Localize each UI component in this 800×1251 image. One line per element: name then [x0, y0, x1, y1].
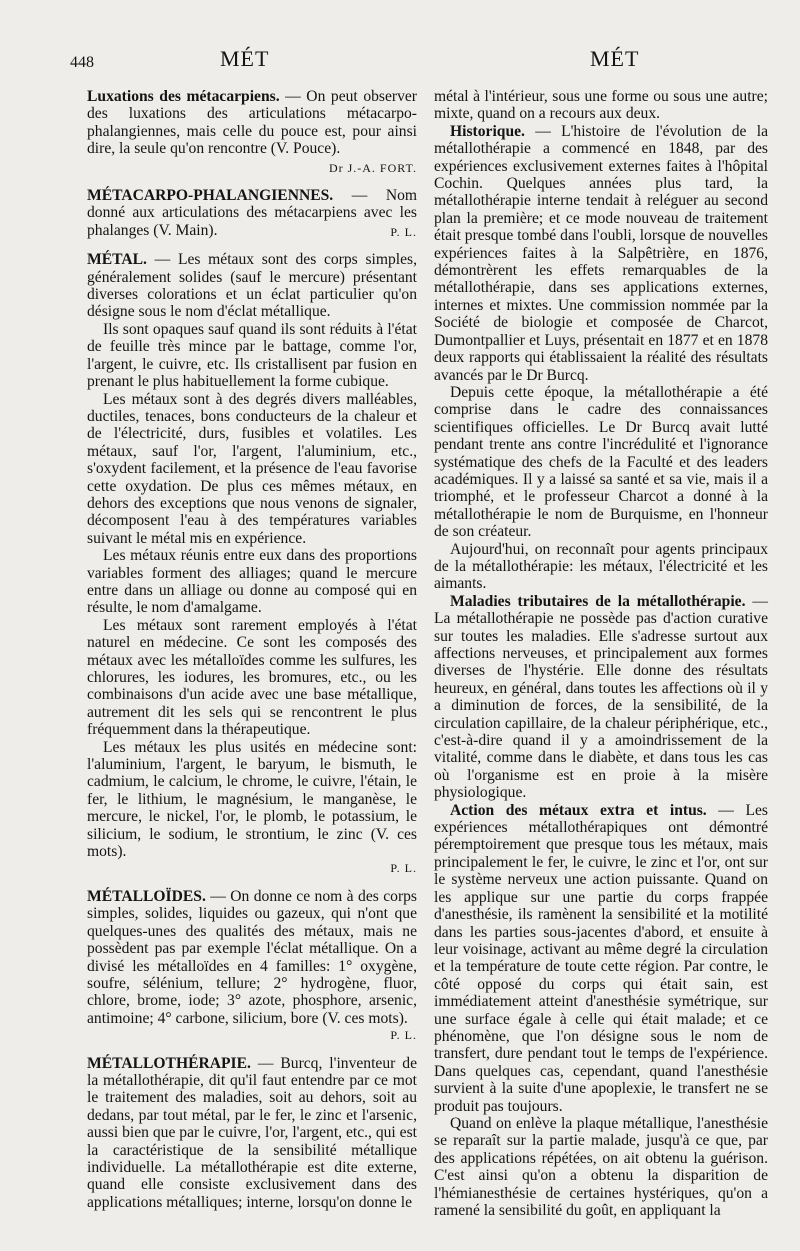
section-heading: Action des métaux extra et intus.: [450, 801, 707, 819]
paragraph: Les métaux réunis entre eux dans des proportions variables forment des alliages; quand le mercure entre dans un alliage ou donne au composé qui en résulte, le nom d'amalgame.: [87, 547, 417, 617]
paragraph: Quand on enlève la plaque métallique, l'anesthésie se reparaît sur la partie malade, jusqu'à ce que, par des applications répétées, on ait obtenu la guérison. C'est ainsi qu'on a obtenu la disparition de l'hémianesthésie de certaines hystériques, qu'on a ramené la sensibilité du goût, en appliquant la: [434, 1114, 768, 1219]
entry-luxations: [87, 88, 417, 177]
right-column: [434, 88, 768, 1219]
entry-text: — On peut observer des luxations des articulations métacarpo-phalangiennes, mais celle du pouce est, pour ainsi dire, la seule qu'on rencontre (V. Pouce).: [87, 88, 418, 158]
section-historique: [434, 123, 768, 384]
paragraph: Ils sont opaques sauf quand ils sont réduits à l'état de feuille très mince par le battage, comme l'or, l'argent, le cuivre, etc. Ils cristallisent par fusion en prenant le plus habituellement la forme cubique.: [87, 320, 417, 391]
section-text: — L'histoire de l'évolution de la métallothérapie a commencé en 1848, par des expériences exclusivement externes faites à l'hôpital Cochin. Quelques années plus tard, la métallothérapie interne tendait à reléguer au second plan la première; et ce mode nouveau de traitement était presque tombé dans l'oubli, lorsque de nouvelles expériences faites à la Salpêtrière, en 1876, démontrèrent les effets remarquables de la métallothérapie, dans ses applications externes, internes et mixtes. Une commission nommée par la Société de biologie et composée de Charcot, Dumontpallier et Luys, présentait en 1877 et en 1878 deux rapports qui établissaient la réalité des résultats avancés par le Dr Burcq.: [434, 122, 768, 384]
entry-metallotherapie: [87, 1055, 417, 1212]
entry-headword: MÉTALLOÏDES.: [87, 887, 206, 905]
entry-headword: Luxations des métacarpiens.: [87, 88, 280, 105]
author-signature: P. L.: [390, 861, 417, 876]
author-signature: P. L.: [390, 1028, 417, 1043]
paragraph: Depuis cette époque, la métallothérapie a été comprise dans le cadre des connaissances scientifiques officielles. Le Dr Burcq avait lutté pendant trente ans contre l'incrédulité et l'ignorance systématique des chefs de la Faculté et des leaders académiques. Il y a laissé sa santé et sa vie, mais il a triomphé, et le professeur Charcot a donné à la métallothérapie le nom de Burquisme, en l'honneur de son créateur.: [434, 383, 768, 541]
entry-text: — On donne ce nom à des corps simples, solides, liquides ou gazeux, qui n'ont que quelques-unes des qualités des métaux, mais ne possèdent pas par exemple l'éclat métallique. On a divisé les métalloïdes en 4 familles: 1° oxygène, soufre, sélénium, tellure; 2° hydrogène, fluor, chlore, brome, iode; 3° azote, phosphore, arsenic, antimoine; 4° carbone, silicium, bore (V. ces mots).: [87, 887, 417, 1027]
author-signature: Dr J.-A. FORT.: [328, 160, 417, 175]
section-maladies: [434, 593, 768, 802]
author-signature: P. L.: [390, 224, 417, 239]
page-number: 448: [70, 54, 94, 71]
section-text: — La métallothérapie ne possède pas d'action curative sur toutes les maladies. Elle s'adresse surtout aux affections nerveuses, et principalement aux formes diverses de l'hystérie. Elle donne des résultats heureux, en général, dans toutes les affections où il y a diminution de forces, de la sensibilité, de la circulation capillaire, de la chaleur périphérique, etc., c'est-à-dire quand il y a amoindrissement de la vitalité, comme dans le diabète, et dans tous les cas où l'organisme est en proie à la misère physiologique.: [434, 592, 768, 802]
entry-metal: [87, 251, 417, 878]
paragraph: Les métaux les plus usités en médecine sont: l'aluminium, l'argent, le baryum, le bismuth, le cadmium, le calcium, le chrome, le cuivre, l'étain, le fer, le lithium, le magnésium, le manganèse, le mercure, le nickel, l'or, le plomb, le potassium, le silicium, le sodium, le strontium, le zinc (V. ces mots).: [87, 738, 417, 861]
entry-text: — Burcq, l'inventeur de la métallothérapie, dit qu'il faut entendre par ce mot le traitement des maladies, soit au dehors, soit au dedans, par tout métal, par le fer, le zinc et l'arsenic, aussi bien que par le cuivre, l'or, l'argent, etc., qui est la caractéristique de la sensibilité métallique individuelle. La métallothérapie est dite externe, quand elle consiste exclusivement dans des applications métalliques; interne, lorsqu'on donne le: [87, 1054, 417, 1211]
paragraph: Les métaux sont rarement employés à l'état naturel en médecine. Ce sont les composés des métaux avec les métalloïdes comme les sulfures, les chlorures, les iodures, les bromures, etc., ou les combinaisons d'un acide avec une base métallique, autrement dit les sels qui se rencontrent le plus fréquemment dans la thérapeutique.: [87, 616, 417, 739]
entry-headword: MÉTALLOTHÉRAPIE.: [87, 1054, 251, 1072]
paragraph: Les métaux sont à des degrés divers malléables, ductiles, tenaces, bons conducteurs de la chaleur et de l'électricité, durs, fusibles et volatiles. Les métaux, sauf l'or, l'argent, l'aluminium, etc., s'oxydent facilement, et la présence de l'eau favorise cette oxydation. De plus ces mêmes métaux, en dehors des exceptions que nous venons de signaler, décomposent l'eau à des températures variables suivant le métal mis en expérience.: [87, 390, 417, 547]
running-head-left: MÉT: [220, 46, 270, 71]
entry-text: — Les métaux sont des corps simples, généralement solides (sauf le mercure) présentant diverses colorations et un éclat particulier qu'on désigne sous le nom d'éclat métallique.: [87, 251, 417, 321]
paragraph-continued: métal à l'intérieur, sous une forme ou sous une autre; mixte, quand on a recours aux deux.: [434, 88, 768, 123]
section-text: — Les expériences métallothérapiques ont démontré péremptoirement que presque tous les métaux, mais principalement le fer, le cuivre, le zinc et l'or, ont sur le système nerveux une action puissante. Quand on les applique sur une partie du corps frappée d'anesthésie, ils ramènent la sensibilité et la motilité dans les parties sous-jacentes d'abord, et ensuite à leur voisinage, activant au même degré la circulation et la température de toute cette région. Par contre, le côté opposé du corps qui était sain, est immédiatement atteint d'anesthésie symétrique, sur une surface égale à celle qui était malade; et ce phénomène, que l'on désigne sous le nom de transfert, dure pendant tout le temps de l'expérience. Dans quelques cas, cependant, quand l'anesthésie survient à la suite d'une apoplexie, le transfert ne se produit pas toujours.: [434, 801, 768, 1115]
section-heading: Historique.: [450, 122, 525, 140]
entry-metalloides: [87, 888, 417, 1045]
entry-headword: MÉTACARPO-PHALANGIENNES.: [87, 187, 334, 205]
running-head-right: MÉT: [590, 46, 640, 71]
section-heading: Maladies tributaires de la métallothérapie.: [450, 592, 746, 610]
page-header: [0, 46, 800, 76]
section-action: [434, 802, 768, 1115]
entry-metacarpo-phalangiennes: [87, 187, 417, 241]
entry-text: — Nom donné aux articulations des métacarpiens avec les phalanges (V. Main).: [87, 187, 417, 239]
paragraph: Aujourd'hui, on reconnaît pour agents principaux de la métallothérapie: les métaux, l'électricité et les aimants.: [434, 540, 768, 593]
left-column: [87, 88, 417, 1211]
entry-headword: MÉTAL.: [87, 251, 147, 269]
